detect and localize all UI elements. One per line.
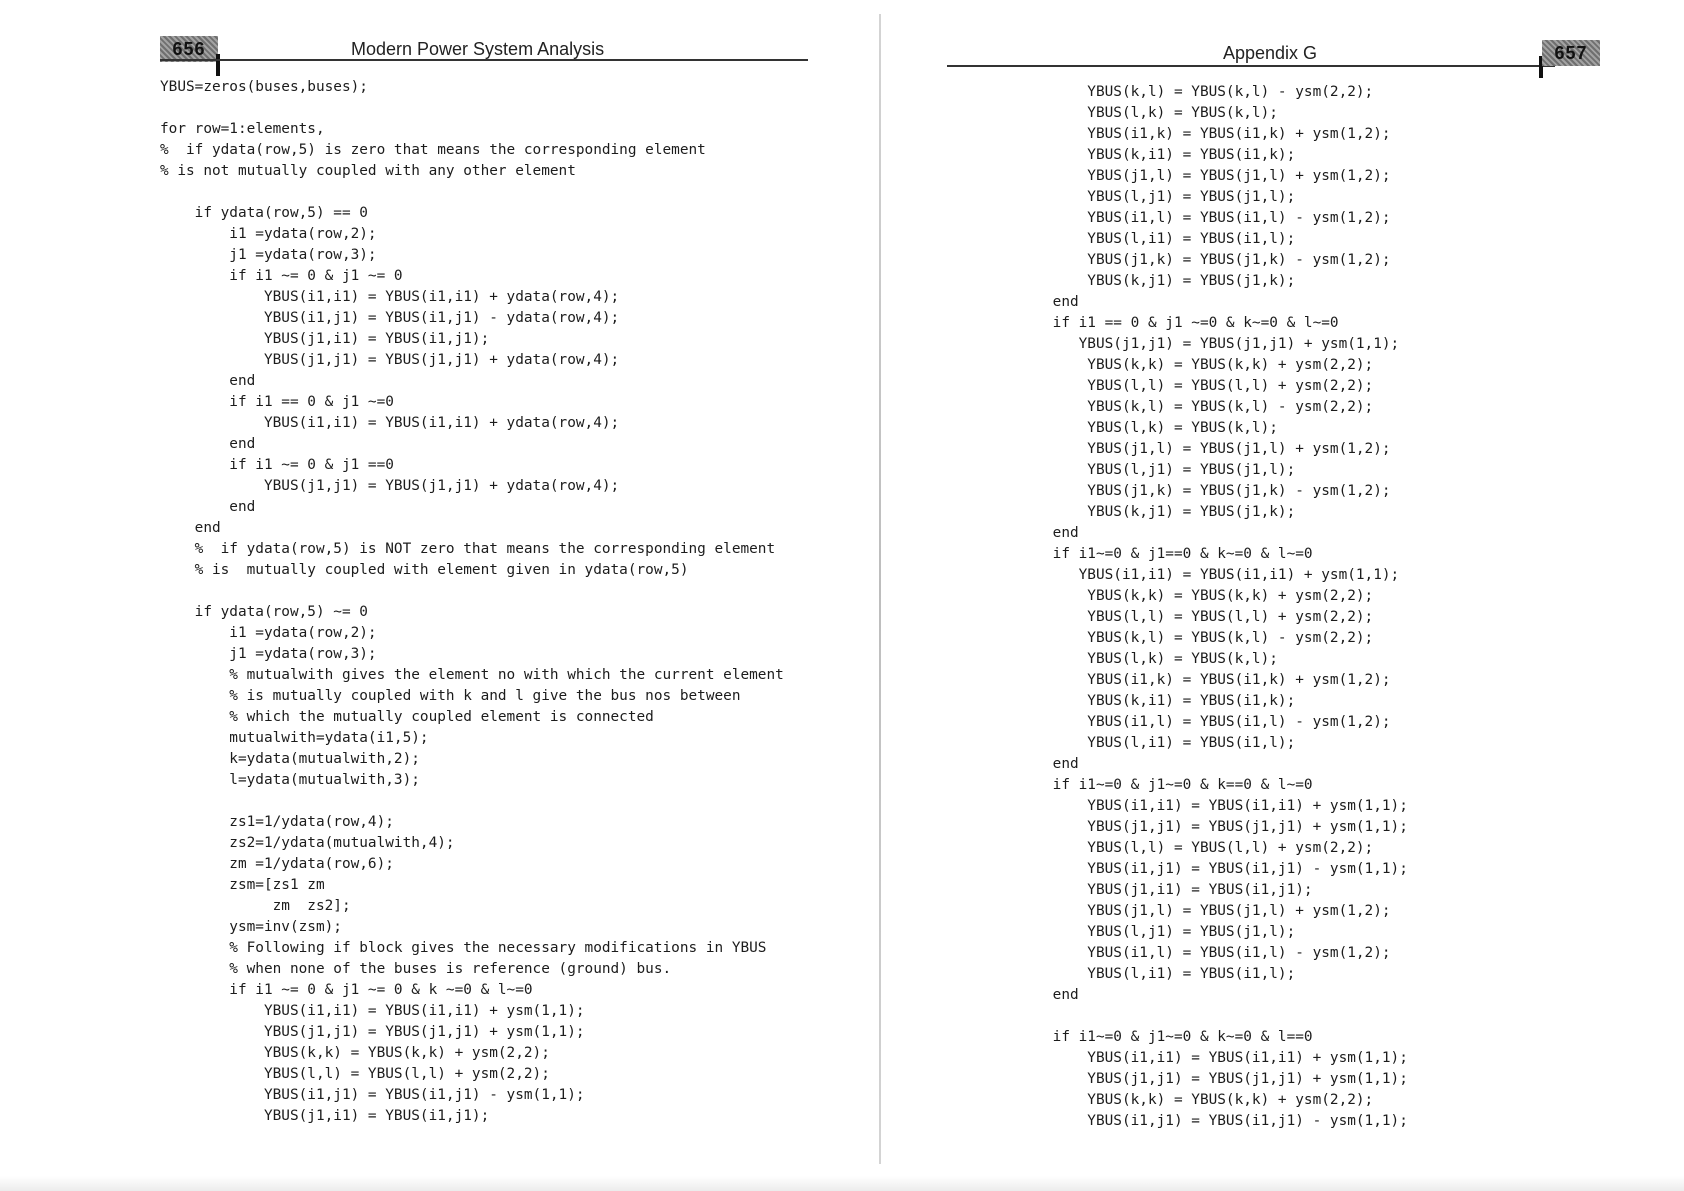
code-line: YBUS(k,k) = YBUS(k,k) + ysm(2,2); xyxy=(1018,588,1374,604)
code-line: YBUS(j1,l) = YBUS(j1,l) + ysm(1,2); xyxy=(1018,441,1391,457)
left-header-rule xyxy=(160,59,808,61)
code-line: YBUS(l,k) = YBUS(k,l); xyxy=(1018,651,1278,667)
book-gutter xyxy=(879,14,881,1164)
left-running-title: Modern Power System Analysis xyxy=(351,39,605,59)
right-header-rule xyxy=(947,65,1555,67)
code-line: YBUS(i1,k) = YBUS(i1,k) + ysm(1,2); xyxy=(1018,126,1391,142)
left-page-number: 656 xyxy=(160,36,218,62)
code-line: YBUS(k,l) = YBUS(k,l) - ysm(2,2); xyxy=(1018,630,1374,646)
code-line: k=ydata(mutualwith,2); xyxy=(160,751,420,767)
code-line: YBUS(j1,i1) = YBUS(i1,j1); xyxy=(1018,882,1313,898)
code-line: YBUS(i1,l) = YBUS(i1,l) - ysm(1,2); xyxy=(1018,945,1391,961)
code-line: j1 =ydata(row,3); xyxy=(160,247,377,263)
code-line: % if ydata(row,5) is NOT zero that means the corresponding element xyxy=(160,541,776,557)
code-line: end xyxy=(1018,525,1079,541)
code-line: YBUS(l,l) = YBUS(l,l) + ysm(2,2); xyxy=(160,1066,550,1082)
code-line: YBUS(j1,j1) = YBUS(j1,j1) + ysm(1,1); xyxy=(1018,336,1400,352)
code-line: j1 =ydata(row,3); xyxy=(160,646,377,662)
right-page-number: 657 xyxy=(1542,40,1600,66)
code-line: YBUS(i1,j1) = YBUS(i1,j1) - ysm(1,1); xyxy=(160,1087,585,1103)
code-line: YBUS(i1,j1) = YBUS(i1,j1) - ysm(1,1); xyxy=(1018,1113,1408,1129)
code-line: YBUS(j1,j1) = YBUS(j1,j1) + ysm(1,1); xyxy=(1018,819,1408,835)
code-line: YBUS(i1,i1) = YBUS(i1,i1) + ysm(1,1); xyxy=(1018,1050,1408,1066)
code-line: if i1 == 0 & j1 ~=0 xyxy=(160,394,394,410)
code-line: if i1~=0 & j1~=0 & k==0 & l~=0 xyxy=(1018,777,1313,793)
code-line: YBUS(l,i1) = YBUS(i1,l); xyxy=(1018,231,1296,247)
code-line xyxy=(160,98,784,119)
code-line: YBUS(l,i1) = YBUS(i1,l); xyxy=(1018,966,1296,982)
code-line: % which the mutually coupled element is connected xyxy=(160,709,654,725)
code-line: YBUS(i1,j1) = YBUS(i1,j1) - ydata(row,4); xyxy=(160,310,620,326)
code-line: if ydata(row,5) ~= 0 xyxy=(160,604,368,620)
code-line: l=ydata(mutualwith,3); xyxy=(160,772,420,788)
code-line: YBUS(l,l) = YBUS(l,l) + ysm(2,2); xyxy=(1018,609,1374,625)
code-line: YBUS(k,l) = YBUS(k,l) - ysm(2,2); xyxy=(1018,84,1374,100)
code-line xyxy=(160,182,784,203)
left-code-listing xyxy=(160,77,784,1127)
code-line: YBUS(i1,j1) = YBUS(i1,j1) - ysm(1,1); xyxy=(1018,861,1408,877)
code-line: ysm=inv(zsm); xyxy=(160,919,342,935)
code-line: end xyxy=(160,499,256,515)
code-line: % when none of the buses is reference (ground) bus. xyxy=(160,961,672,977)
code-line: YBUS(i1,l) = YBUS(i1,l) - ysm(1,2); xyxy=(1018,714,1391,730)
code-line: if i1~=0 & j1~=0 & k~=0 & l==0 xyxy=(1018,1029,1313,1045)
code-line: YBUS(l,j1) = YBUS(j1,l); xyxy=(1018,462,1296,478)
code-line: YBUS(i1,k) = YBUS(i1,k) + ysm(1,2); xyxy=(1018,672,1391,688)
code-line: YBUS(k,k) = YBUS(k,k) + ysm(2,2); xyxy=(1018,1092,1374,1108)
code-line: YBUS(j1,i1) = YBUS(i1,j1); xyxy=(160,331,490,347)
code-line: YBUS(l,k) = YBUS(k,l); xyxy=(1018,105,1278,121)
code-line: end xyxy=(1018,756,1079,772)
code-line: end xyxy=(160,373,256,389)
code-line: if i1~=0 & j1==0 & k~=0 & l~=0 xyxy=(1018,546,1313,562)
code-line: % if ydata(row,5) is zero that means the corresponding element xyxy=(160,142,706,158)
code-line: YBUS(j1,j1) = YBUS(j1,j1) + ydata(row,4); xyxy=(160,352,620,368)
code-line: YBUS(i1,i1) = YBUS(i1,i1) + ydata(row,4); xyxy=(160,289,620,305)
code-line: if i1 == 0 & j1 ~=0 & k~=0 & l~=0 xyxy=(1018,315,1339,331)
code-line xyxy=(160,791,784,812)
right-code-listing xyxy=(1018,82,1408,1132)
code-line xyxy=(160,581,784,602)
code-line: for row=1:elements, xyxy=(160,121,325,137)
code-line: YBUS(l,l) = YBUS(l,l) + ysm(2,2); xyxy=(1018,840,1374,856)
code-line: YBUS(j1,j1) = YBUS(j1,j1) + ysm(1,1); xyxy=(160,1024,585,1040)
code-line: YBUS=zeros(buses,buses); xyxy=(160,79,368,95)
code-line: YBUS(k,j1) = YBUS(j1,k); xyxy=(1018,504,1296,520)
code-line: YBUS(k,i1) = YBUS(i1,k); xyxy=(1018,693,1296,709)
code-line: end xyxy=(1018,987,1079,1003)
code-line: mutualwith=ydata(i1,5); xyxy=(160,730,429,746)
code-line: YBUS(l,l) = YBUS(l,l) + ysm(2,2); xyxy=(1018,378,1374,394)
code-line: zs1=1/ydata(row,4); xyxy=(160,814,394,830)
code-line: if i1 ~= 0 & j1 ~= 0 & k ~=0 & l~=0 xyxy=(160,982,533,998)
code-line: YBUS(i1,i1) = YBUS(i1,i1) + ysm(1,1); xyxy=(1018,567,1400,583)
code-line: YBUS(i1,i1) = YBUS(i1,i1) + ysm(1,1); xyxy=(160,1003,585,1019)
code-line: if i1 ~= 0 & j1 ==0 xyxy=(160,457,394,473)
code-line: if ydata(row,5) == 0 xyxy=(160,205,368,221)
right-page xyxy=(882,0,1684,1191)
code-line: YBUS(l,k) = YBUS(k,l); xyxy=(1018,420,1278,436)
code-line: YBUS(k,i1) = YBUS(i1,k); xyxy=(1018,147,1296,163)
code-line: YBUS(j1,j1) = YBUS(j1,j1) + ydata(row,4); xyxy=(160,478,620,494)
code-line: YBUS(j1,j1) = YBUS(j1,j1) + ysm(1,1); xyxy=(1018,1071,1408,1087)
page-bottom-edge xyxy=(0,1176,1684,1191)
code-line: % mutualwith gives the element no with which the current element xyxy=(160,667,784,683)
code-line: YBUS(k,k) = YBUS(k,k) + ysm(2,2); xyxy=(160,1045,550,1061)
code-line: YBUS(j1,l) = YBUS(j1,l) + ysm(1,2); xyxy=(1018,903,1391,919)
code-line: % Following if block gives the necessary modifications in YBUS xyxy=(160,940,767,956)
code-line: zm =1/ydata(row,6); xyxy=(160,856,394,872)
code-line: zm zs2]; xyxy=(160,898,351,914)
code-line: YBUS(i1,i1) = YBUS(i1,i1) + ydata(row,4); xyxy=(160,415,620,431)
code-line: YBUS(i1,i1) = YBUS(i1,i1) + ysm(1,1); xyxy=(1018,798,1408,814)
code-line: YBUS(k,k) = YBUS(k,k) + ysm(2,2); xyxy=(1018,357,1374,373)
code-line: % is not mutually coupled with any other element xyxy=(160,163,576,179)
code-line: YBUS(l,j1) = YBUS(j1,l); xyxy=(1018,189,1296,205)
code-line: YBUS(j1,l) = YBUS(j1,l) + ysm(1,2); xyxy=(1018,168,1391,184)
code-line: i1 =ydata(row,2); xyxy=(160,226,377,242)
code-line: YBUS(k,j1) = YBUS(j1,k); xyxy=(1018,273,1296,289)
code-line: zs2=1/ydata(mutualwith,4); xyxy=(160,835,455,851)
code-line: end xyxy=(160,436,256,452)
code-line: YBUS(l,j1) = YBUS(j1,l); xyxy=(1018,924,1296,940)
code-line: % is mutually coupled with element given in ydata(row,5) xyxy=(160,562,689,578)
left-page-number-tick xyxy=(216,54,220,76)
code-line: YBUS(k,l) = YBUS(k,l) - ysm(2,2); xyxy=(1018,399,1374,415)
code-line: end xyxy=(160,520,221,536)
code-line xyxy=(1018,1006,1408,1027)
code-line: i1 =ydata(row,2); xyxy=(160,625,377,641)
code-line: if i1 ~= 0 & j1 ~= 0 xyxy=(160,268,403,284)
right-running-title: Appendix G xyxy=(1223,43,1318,63)
code-line: YBUS(j1,k) = YBUS(j1,k) - ysm(1,2); xyxy=(1018,483,1391,499)
code-line: end xyxy=(1018,294,1079,310)
code-line: YBUS(j1,i1) = YBUS(i1,j1); xyxy=(160,1108,490,1124)
code-line: YBUS(l,i1) = YBUS(i1,l); xyxy=(1018,735,1296,751)
code-line: % is mutually coupled with k and l give the bus nos between xyxy=(160,688,741,704)
code-line: YBUS(j1,k) = YBUS(j1,k) - ysm(1,2); xyxy=(1018,252,1391,268)
code-line: YBUS(i1,l) = YBUS(i1,l) - ysm(1,2); xyxy=(1018,210,1391,226)
code-line: zsm=[zs1 zm xyxy=(160,877,325,893)
